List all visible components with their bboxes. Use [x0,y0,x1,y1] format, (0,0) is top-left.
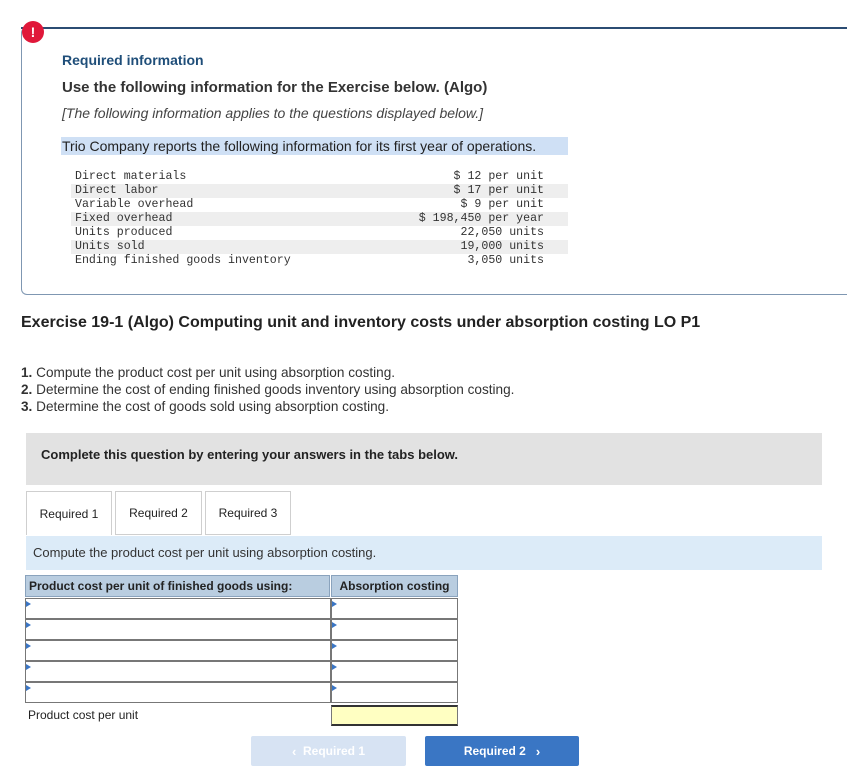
answer-table-header-value: Absorption costing [331,575,458,597]
row-value: $ 12 per unit [453,170,544,183]
cost-label-dropdown[interactable] [25,598,331,619]
product-cost-per-unit-total [331,705,458,726]
next-button-label: Required 2 [463,744,526,758]
previous-required-button[interactable] [251,736,406,766]
table-row [71,198,568,212]
complete-question-text: Complete this question by entering your answers in the tabs below. [41,447,459,462]
exercise-title: Exercise 19-1 (Algo) Computing unit and inventory costs under absorption costing LO P1 [21,314,701,331]
tab-required-1[interactable]: Required 1 [26,491,112,535]
step-number: 1. [21,365,33,380]
table-row [71,226,568,240]
cost-value-cell[interactable] [331,619,458,640]
step-text: Compute the product cost per unit using absorption costing. [32,365,396,380]
cost-value-input[interactable] [338,622,453,637]
step-number: 2. [21,382,33,397]
table-row [71,254,568,268]
row-value: $ 17 per unit [366,184,568,198]
dropdown-marker-icon [26,601,31,607]
cost-label-dropdown[interactable] [25,661,331,682]
row-value: 19,000 units [366,240,568,254]
alert-icon: ! [22,21,44,43]
next-required-button[interactable] [425,736,579,766]
applies-note: [The following information applies to the questions displayed below.] [62,105,484,121]
chevron-left-icon: ‹ [291,743,297,759]
instruction-step [21,364,514,381]
row-value: 22,050 units [460,226,544,239]
cost-value-input[interactable] [338,643,453,658]
cost-label-input[interactable] [32,664,326,679]
product-cost-per-unit-label: Product cost per unit [28,708,139,722]
cost-label-input[interactable] [32,685,326,700]
table-row [71,240,568,254]
row-label: Direct labor [71,184,366,198]
cost-value-cell[interactable] [331,640,458,661]
required-information-heading: Required information [62,52,204,68]
cost-value-cell[interactable] [331,682,458,703]
tab-required-3[interactable]: Required 3 [205,491,291,535]
row-label: Variable overhead [75,198,194,211]
row-label: Units sold [71,240,366,254]
table-row [71,170,568,184]
row-value: $ 9 per unit [460,198,544,211]
step-text: Determine the cost of ending finished goods inventory using absorption costing. [32,382,515,397]
row-label: Units produced [75,226,173,239]
cost-value-input[interactable] [338,685,453,700]
dropdown-marker-icon [26,664,31,670]
table-row [71,212,568,226]
cost-value-input[interactable] [338,664,453,679]
previous-button-label: Required 1 [303,744,366,758]
step-number: 3. [21,399,33,414]
cost-value-cell[interactable] [331,661,458,682]
input-marker-icon [332,601,337,607]
row-value: 3,050 units [467,254,544,267]
row-value: $ 198,450 per year [366,212,568,226]
cost-label-dropdown[interactable] [25,682,331,703]
row-label: Ending finished goods inventory [75,254,291,267]
input-marker-icon [332,643,337,649]
cost-data-table [71,170,568,268]
input-marker-icon [332,622,337,628]
answer-table-header-label: Product cost per unit of finished goods using: [25,575,330,597]
cost-value-input[interactable] [338,601,453,616]
company-intro: Trio Company reports the following information for its first year of operations. [61,137,568,155]
cost-label-input[interactable] [32,643,326,658]
dropdown-marker-icon [26,685,31,691]
instruction-step [21,381,514,398]
instruction-step [21,398,514,415]
input-marker-icon [332,664,337,670]
row-label: Fixed overhead [71,212,366,226]
use-information-subheading: Use the following information for the Exercise below. (Algo) [62,79,488,96]
cost-value-cell[interactable] [331,598,458,619]
question-prompt: Compute the product cost per unit using absorption costing. [33,545,377,560]
step-text: Determine the cost of goods sold using absorption costing. [32,399,390,414]
row-label: Direct materials [75,170,187,183]
cost-label-dropdown[interactable] [25,619,331,640]
exercise-instructions [21,364,514,415]
dropdown-marker-icon [26,622,31,628]
dropdown-marker-icon [26,643,31,649]
cost-label-input[interactable] [32,601,326,616]
tab-required-2[interactable]: Required 2 [115,491,202,535]
input-marker-icon [332,685,337,691]
cost-label-input[interactable] [32,622,326,637]
cost-label-dropdown[interactable] [25,640,331,661]
table-row [71,184,568,198]
chevron-right-icon: › [535,743,541,759]
